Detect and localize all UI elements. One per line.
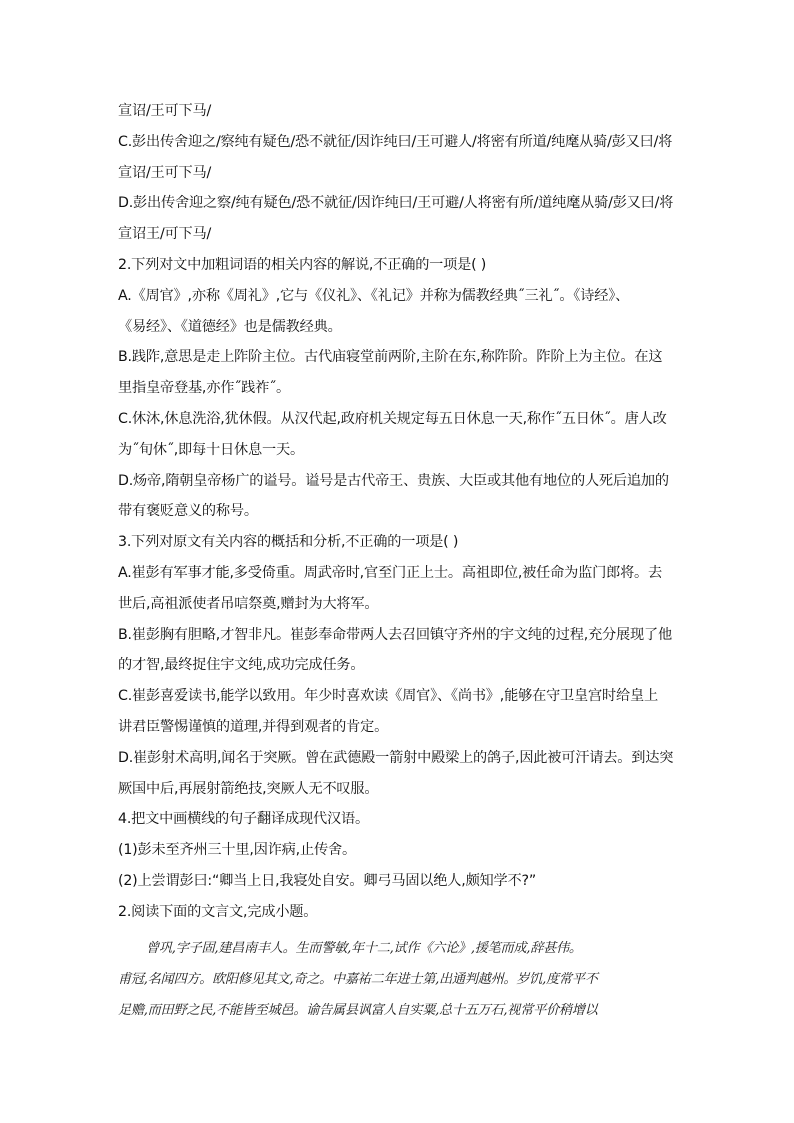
- section-heading: 2.阅读下面的文言文,完成小题。: [118, 903, 318, 920]
- question-2: 2.下列对文中加粗词语的相关内容的解说,不正确的一项是( ): [118, 256, 487, 273]
- question-4: 4.把文中画横线的句子翻译成现代汉语。: [118, 811, 369, 828]
- sub-question-2: (2)上尝谓彭曰:“卿当上日,我寝处自安。卿弓马固以绝人,颇知学不?”: [118, 872, 537, 889]
- text-line: 里指皇帝登基,亦作˝践祚˝。: [118, 380, 290, 397]
- passage-line: 曾巩,字子固,建昌南丰人。生而警敏,年十二,试作《六论》,援笔而成,辞甚伟。: [146, 940, 582, 956]
- passage-line: 甫冠,名闻四方。欧阳修见其文,奇之。中嘉祐二年进士第,出通判越州。岁饥,度常平不: [118, 971, 598, 987]
- option-a-line: A.崔彭有军事才能,多受倚重。周武帝时,官至门正上士。高祖即位,被任命为监门郎将。去: [118, 564, 663, 581]
- option-b-line: B.崔彭胸有胆略,才智非凡。崔彭奉命带两人去召回镇守齐州的宇文纯的过程,充分展现了他: [118, 626, 672, 643]
- passage-line: 足赡,而田野之民,不能皆至城邑。谕告属县讽富人自实粟,总十五万石,视常平价稍增以: [118, 1002, 598, 1018]
- text-line: 为˝旬休˝,即每十日休息一天。: [118, 441, 304, 458]
- text-line: 带有褒贬意义的称号。: [118, 503, 258, 520]
- question-3: 3.下列对原文有关内容的概括和分析,不正确的一项是( ): [118, 534, 459, 551]
- option-c-line: C.彭出传舍迎之/察纯有疑色/恐不就征/因诈纯曰/王可避人/将密有所道/纯麾从骑/彭又曰/将: [118, 133, 673, 150]
- sub-question-1: (1)彭未至齐州三十里,因诈病,止传舍。: [118, 842, 356, 859]
- text-line: 《易经》、《道德经》也是儒教经典。: [118, 318, 342, 335]
- text-line: 厥国中后,再展射箭绝技,突厥人无不叹服。: [118, 780, 379, 797]
- classical-passage: [118, 933, 678, 1026]
- text-line: 宣诏王/可下马/: [118, 226, 212, 243]
- text-line: 宣诏/王可下马/: [118, 164, 212, 181]
- option-c-line: C.崔彭喜爱读书,能学以致用。年少时喜欢读《周官》、《尚书》,能够在守卫皇宫时给皇上: [118, 688, 658, 705]
- option-d-line: D.崔彭射术高明,闻名于突厥。曾在武德殿一箭射中殿梁上的鸽子,因此被可汗请去。到达突: [118, 749, 674, 766]
- option-a-line: A.《周官》,亦称《周礼》,它与《仪礼》、《礼记》并称为儒教经典˝三礼˝。《诗经》、: [118, 287, 630, 304]
- text-line: 讲君臣警惕谨慎的道理,并得到观者的肯定。: [118, 718, 389, 735]
- option-d-line: D.炀帝,隋朝皇帝杨广的谥号。谥号是古代帝王、贵族、大臣或其他有地位的人死后追加的: [118, 472, 669, 489]
- text-line: 宣诏/王可下马/: [118, 103, 212, 119]
- text-line: 的才智,最终捉住宇文纯,成功完成任务。: [118, 657, 365, 674]
- option-b-line: B.践阼,意思是走上阼阶主位。古代庙寝堂前两阶,主阶在东,称阼阶。阼阶上为主位。在这: [118, 349, 663, 366]
- option-d-line: D.彭出传舍迎之察/纯有疑色/恐不就征/因诈纯曰/王可避/人将密有所/道纯麾从骑/彭又曰/将: [118, 195, 674, 212]
- option-c-line: C.休沐,休息洗浴,犹休假。从汉代起,政府机关规定每五日休息一天,称作˝五日休˝。唐人改: [118, 410, 667, 427]
- text-line: 世后,高祖派使者吊唁祭奠,赠封为大将军。: [118, 595, 379, 612]
- document-page: [118, 96, 678, 1026]
